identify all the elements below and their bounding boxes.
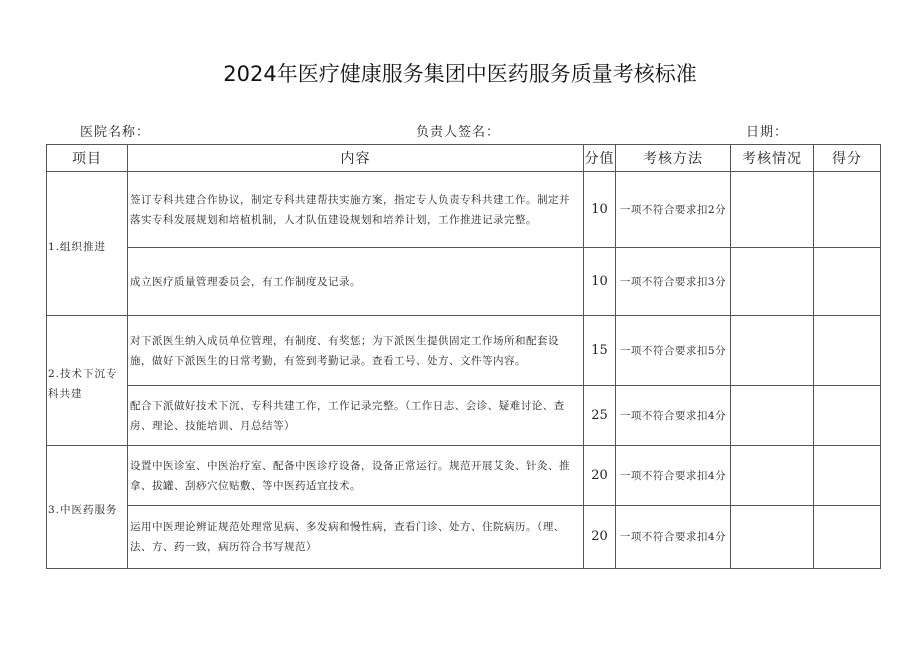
status-cell[interactable] — [731, 446, 814, 506]
item-cell: 3.中医药服务 — [47, 446, 128, 569]
item-cell: 1.组织推进 — [47, 172, 128, 316]
table-row — [47, 386, 881, 446]
content-cell: 签订专科共建合作协议，制定专科共建帮扶实施方案，指定专人负责专科共建工作。制定并落实专科发展规划和培植机制，人才队伍建设规划和培养计划，工作推进记录完整。 — [128, 172, 584, 248]
header-score: 分值 — [584, 145, 616, 172]
status-cell[interactable] — [731, 248, 814, 316]
header-item: 项目 — [47, 145, 128, 172]
content-cell: 运用中医理论辨证规范处理常见病、多发病和慢性病，查看门诊、处方、住院病历。（理、法、方、药一致，病历符合书写规范） — [128, 506, 584, 569]
result-cell[interactable] — [814, 506, 881, 569]
method-cell: 一项不符合要求扣3分 — [616, 248, 731, 316]
page-title: 2024年医疗健康服务集团中医药服务质量考核标准 — [223, 62, 697, 86]
header-method: 考核方法 — [616, 145, 731, 172]
content-cell: 对下派医生纳入成员单位管理，有制度、有奖惩；为下派医生提供固定工作场所和配套设施，做好下派医生的日常考勤，有签到考勤记录。查看工号、处方、文件等内容。 — [128, 316, 584, 386]
table-row — [47, 316, 881, 386]
score-cell: 10 — [584, 172, 616, 248]
table-row — [47, 172, 881, 248]
score-cell: 20 — [584, 506, 616, 569]
method-cell: 一项不符合要求扣4分 — [616, 386, 731, 446]
method-cell: 一项不符合要求扣5分 — [616, 316, 731, 386]
hospital-name-label: 医院名称： — [80, 125, 151, 140]
result-cell[interactable] — [814, 446, 881, 506]
header-content: 内容 — [128, 145, 584, 172]
result-cell[interactable] — [814, 316, 881, 386]
score-cell: 15 — [584, 316, 616, 386]
header-result: 得分 — [814, 145, 881, 172]
score-cell: 10 — [584, 248, 616, 316]
status-cell[interactable] — [731, 172, 814, 248]
item-cell: 2.技术下沉专科共建 — [47, 316, 128, 446]
status-cell[interactable] — [731, 316, 814, 386]
table-row — [47, 248, 881, 316]
table-row — [47, 446, 881, 506]
table-row — [47, 506, 881, 569]
method-cell: 一项不符合要求扣4分 — [616, 446, 731, 506]
score-cell: 25 — [584, 386, 616, 446]
header-status: 考核情况 — [731, 145, 814, 172]
method-cell: 一项不符合要求扣2分 — [616, 172, 731, 248]
status-cell[interactable] — [731, 506, 814, 569]
method-cell: 一项不符合要求扣4分 — [616, 506, 731, 569]
content-cell: 成立医疗质量管理委员会，有工作制度及记录。 — [128, 248, 584, 316]
assessment-table — [46, 144, 881, 569]
signer-label: 负责人签名： — [416, 125, 501, 140]
date-label: 日期： — [746, 125, 789, 140]
table-header-row — [47, 145, 881, 172]
status-cell[interactable] — [731, 386, 814, 446]
result-cell[interactable] — [814, 248, 881, 316]
result-cell[interactable] — [814, 172, 881, 248]
content-cell: 配合下派做好技术下沉、专科共建工作，工作记录完整。（工作日志、会诊、疑难讨论、查房、理论、技能培训、月总结等） — [128, 386, 584, 446]
score-cell: 20 — [584, 446, 616, 506]
content-cell: 设置中医诊室、中医治疗室、配备中医诊疗设备，设备正常运行。规范开展艾灸、针灸、推拿、拔罐、刮痧穴位贴敷、等中医药适宜技术。 — [128, 446, 584, 506]
result-cell[interactable] — [814, 386, 881, 446]
